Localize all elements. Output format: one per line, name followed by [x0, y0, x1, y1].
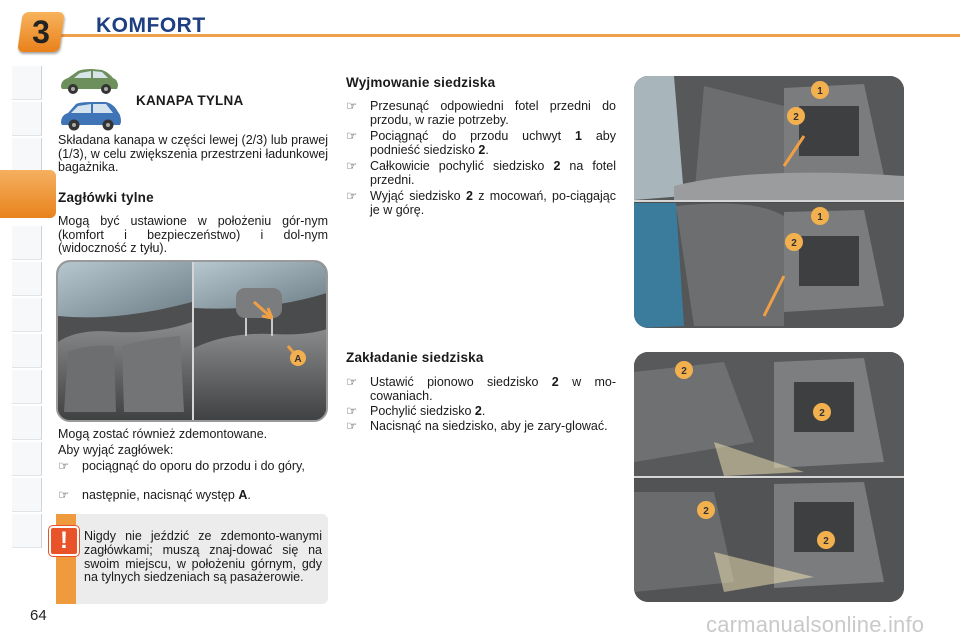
removing-illustration: [634, 76, 904, 328]
removing-title: Wyjmowanie siedziska: [346, 75, 496, 90]
headrest-step-2: ☞ następnie, nacisnąć występ A.: [58, 488, 251, 502]
chapter-title: KOMFORT: [96, 14, 206, 37]
pointing-hand-icon: ☞: [346, 189, 358, 203]
chapter-tab[interactable]: [12, 298, 42, 332]
intro-paragraph: Składana kanapa w części lewej (2/3) lub prawej (1/3), w celu zwiększenia przestrzeni ładunkowej bagażnika.: [58, 133, 328, 175]
chapter-tab[interactable]: [12, 478, 42, 512]
car-icon-blue: [58, 100, 124, 132]
label-2-install-b: 2: [819, 408, 825, 419]
warning-exclamation-icon: !: [49, 526, 79, 556]
pointing-hand-icon: ☞: [58, 459, 70, 473]
removing-photo-pair: [634, 76, 904, 328]
headrests-title: Zagłówki tylne: [58, 190, 154, 205]
chapter-tab[interactable]: [12, 334, 42, 368]
pointing-hand-icon: ☞: [346, 419, 358, 433]
chapter-tab[interactable]: [12, 102, 42, 136]
chapter-tab[interactable]: [12, 226, 42, 260]
chapter-badge: [17, 12, 65, 52]
removing-step-2: ☞ Pociągnąć do przodu uchwyt 1 aby podnieść siedzisko 2.: [346, 129, 616, 157]
removable-note: Mogą zostać również zdemontowane.: [58, 427, 268, 441]
pointing-hand-icon: ☞: [58, 488, 70, 502]
chapter-tab[interactable]: [12, 406, 42, 440]
pointing-hand-icon: ☞: [346, 375, 358, 389]
pointing-hand-icon: ☞: [346, 129, 358, 143]
page-number: 64: [30, 607, 47, 624]
headrest-step-1: ☞ pociągnąć do oporu do przodu i do góry,: [58, 459, 305, 473]
how-to-intro: Aby wyjąć zagłówek:: [58, 443, 174, 457]
label-1-top: 1: [817, 86, 823, 97]
chapter-tab[interactable]: [12, 514, 42, 548]
label-2-install-a: 2: [681, 366, 687, 377]
label-A: A: [294, 354, 302, 365]
label-2-install-d: 2: [823, 536, 829, 547]
headrests-paragraph: Mogą być ustawione w położeniu gór-nym (komfort i bezpieczeństwo) i dol-nym (widoczność z tyłu).: [58, 214, 328, 256]
chapter-number: 3: [32, 14, 50, 50]
headrest-photo-pair: [56, 260, 328, 422]
pointing-hand-icon: ☞: [346, 99, 358, 113]
warning-text: Nigdy nie jeździć ze zdemonto-wanymi zagłówkami; muszą znaj-dować się na swoim miejscu, w położeniu górnym, gdy na tylnych siedzeniach są pasażerowie.: [84, 529, 322, 585]
label-2-top: 2: [793, 112, 799, 123]
chapter-tab[interactable]: [12, 262, 42, 296]
installing-illustration: [634, 352, 904, 602]
chapter-tab-active[interactable]: [0, 170, 56, 218]
chapter-tab[interactable]: [12, 442, 42, 476]
headrest-illustration: [58, 262, 328, 422]
page-header: [0, 0, 960, 56]
chapter-tab[interactable]: [12, 66, 42, 100]
chapter-tab[interactable]: [12, 138, 42, 172]
removing-step-4: ☞ Wyjąć siedzisko 2 z mocowań, po-ciągając je w górę.: [346, 189, 616, 217]
installing-step-1: ☞ Ustawić pionowo siedzisko 2 w mo-cowaniach.: [346, 375, 617, 403]
car-icon-green: [58, 66, 120, 96]
pointing-hand-icon: ☞: [346, 159, 358, 173]
label-2-install-c: 2: [703, 506, 709, 517]
watermark: carmanualsonline.info: [706, 612, 925, 637]
installing-step-2: ☞ Pochylić siedzisko 2.: [346, 404, 486, 418]
removing-step-1: ☞ Przesunąć odpowiedni fotel przedni do przodu, w razie potrzeby.: [346, 99, 616, 127]
installing-title: Zakładanie siedziska: [346, 350, 484, 365]
removing-step-3: ☞ Całkowicie pochylić siedzisko 2 na fotel przedni.: [346, 159, 616, 187]
chapter-tab[interactable]: [12, 370, 42, 404]
pointing-hand-icon: ☞: [346, 404, 358, 418]
section-title-rear-bench: KANAPA TYLNA: [136, 93, 244, 108]
label-2-bottom: 2: [791, 238, 797, 249]
installing-photo-pair: [634, 352, 904, 602]
installing-step-3: ☞ Nacisnąć na siedzisko, aby je zary-glować.: [346, 419, 608, 433]
label-1-bottom: 1: [817, 212, 823, 223]
chapter-tabs: [12, 66, 46, 574]
